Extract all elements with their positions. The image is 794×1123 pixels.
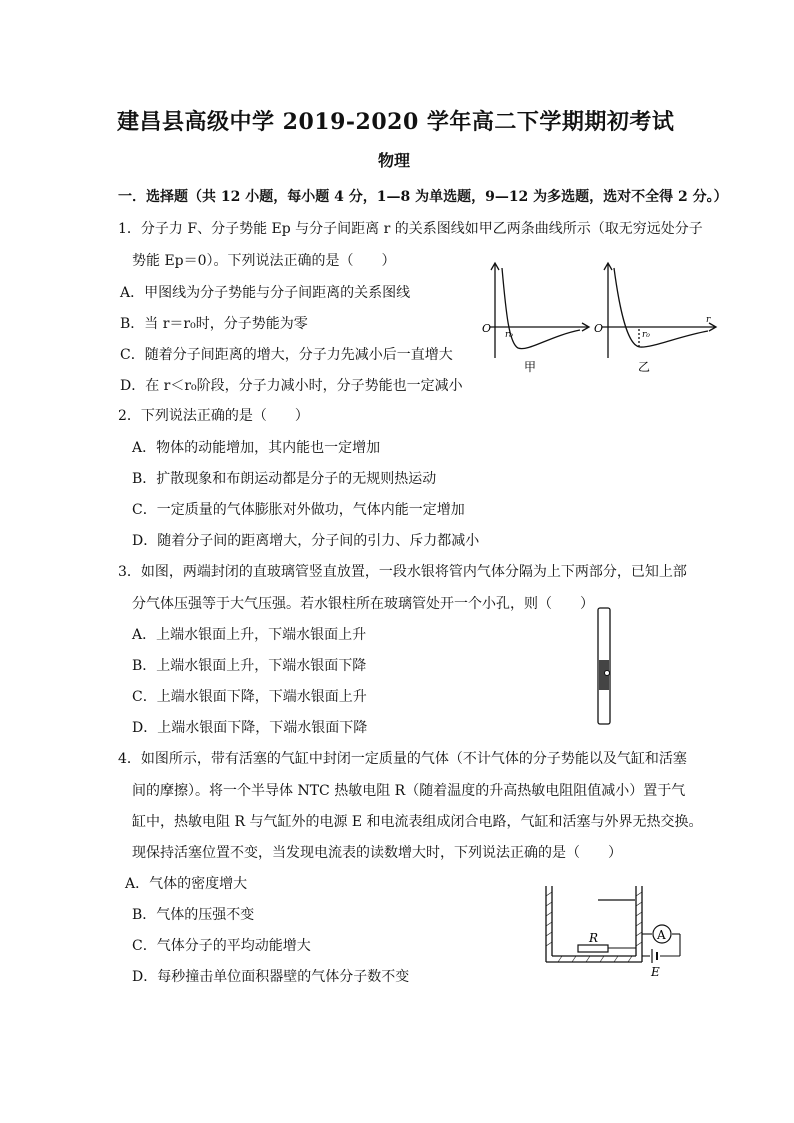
- q4-option-a: A．气体的密度增大: [125, 876, 248, 892]
- q3-option-a: A．上端水银面上升，下端水银面上升: [132, 627, 367, 643]
- small-hole: [605, 671, 610, 676]
- q3-option-d: D．上端水银面下降，下端水银面下降: [132, 720, 368, 736]
- source-label: E: [651, 965, 660, 979]
- q4-stem-line3: 缸中，热敏电阻 R 与气缸外的电源 E 和电流表组成闭合电路，气缸和活塞与外界无热交换。: [132, 814, 703, 830]
- ammeter-label: A: [657, 928, 666, 942]
- q3-option-b: B．上端水银面上升，下端水银面下降: [132, 658, 367, 674]
- q4-stem-line1: 4．如图所示，带有活塞的气缸中封闭一定质量的气体（不计气体的分子势能以及气缸和活塞: [118, 751, 687, 767]
- q1-option-b: B．当 r＝r₀时，分子势能为零: [120, 316, 308, 332]
- q2-option-b: B．扩散现象和布朗运动都是分子的无规则热运动: [132, 471, 437, 487]
- r-label-yi: r: [706, 315, 711, 325]
- curve-yi: [614, 268, 708, 347]
- q3-option-c: C．上端水银面下降，下端水银面上升: [132, 689, 367, 705]
- r0-label-jia: r₀: [505, 330, 513, 340]
- caption-yi: 乙: [638, 360, 651, 374]
- q1-option-c: C．随着分子间距离的增大，分子力先减小后一直增大: [120, 347, 453, 363]
- q1-stem-line2: 势能 Ep＝0）。下列说法正确的是（ ）: [132, 253, 396, 269]
- q4-stem-line4: 现保持活塞位置不变，当发现电流表的读数增大时，下列说法正确的是（ ）: [132, 845, 622, 861]
- page-title: 建昌县高级中学 2019-2020 学年高二下学期期初考试: [117, 109, 675, 135]
- origin-label-yi: O: [594, 322, 604, 335]
- subject-title: 物理: [378, 151, 411, 170]
- q4-option-c: C．气体分子的平均动能增大: [132, 938, 311, 954]
- q1-stem-line1: 1．分子力 F、分子势能 Ep 与分子间距离 r 的关系图线如甲乙两条曲线所示（取无穷远处分子: [118, 221, 703, 237]
- q4-figure-cylinder-circuit: [538, 882, 698, 982]
- thermistor-r: [578, 945, 608, 952]
- q3-stem-line2: 分气体压强等于大气压强。若水银柱所在玻璃管处开一个小孔，则（ ）: [132, 596, 594, 612]
- caption-jia: 甲: [524, 360, 537, 374]
- curve-jia: [502, 268, 580, 349]
- q4-option-d: D．每秒撞击单位面积器壁的气体分子数不变: [132, 969, 410, 985]
- q4-stem-line2: 间的摩擦）。将一个半导体 NTC 热敏电阻 R（随着温度的升高热敏电阻阻值减小）置于气: [132, 783, 686, 799]
- q2-option-c: C．一定质量的气体膨胀对外做功，气体内能一定增加: [132, 502, 465, 518]
- q2-option-d: D．随着分子间的距离增大，分子间的引力、斥力都减小: [132, 533, 480, 549]
- r0-label-yi: r₀: [642, 330, 650, 340]
- q4-option-b: B．气体的压强不变: [132, 907, 255, 923]
- q1-option-d: D．在 r＜r₀阶段，分子力减小时，分子势能也一定减小: [120, 378, 463, 394]
- q3-figure-glass-tube: [592, 606, 616, 726]
- graph-yi: [602, 263, 716, 358]
- resistor-label: R: [589, 931, 599, 945]
- origin-label-jia: O: [482, 322, 492, 335]
- q3-stem-line1: 3．如图，两端封闭的直玻璃管竖直放置，一段水银将管内气体分隔为上下两部分，已知上部: [118, 564, 687, 580]
- q1-figure: [480, 258, 720, 380]
- graph-jia: [490, 263, 589, 358]
- section-heading: 一．选择题（共 12 小题，每小题 4 分，1—8 为单选题，9—12 为多选题，选对不全得 2 分。）: [118, 189, 728, 205]
- q1-option-a: A．甲图线为分子势能与分子间距离的关系图线: [120, 285, 411, 301]
- q2-stem: 2．下列说法正确的是（ ）: [118, 408, 309, 424]
- q2-option-a: A．物体的动能增加，其内能也一定增加: [132, 440, 381, 456]
